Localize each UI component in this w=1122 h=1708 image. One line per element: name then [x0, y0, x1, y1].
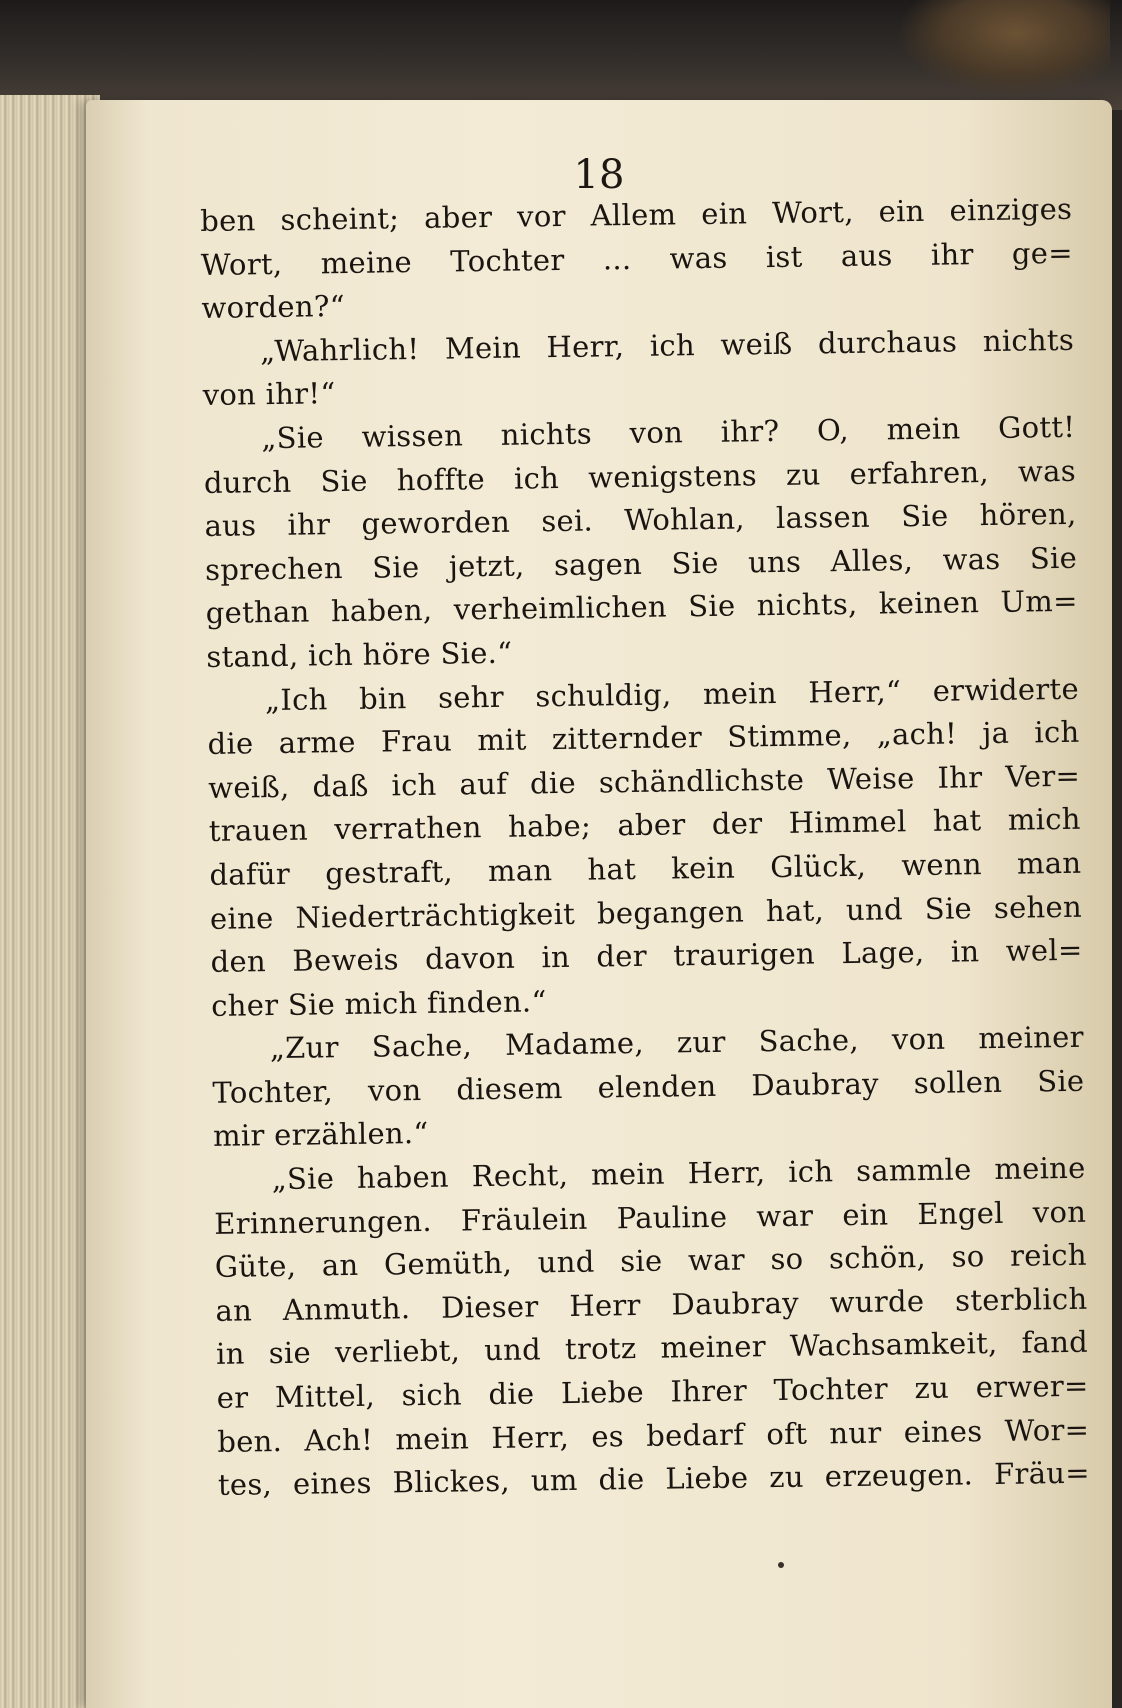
text-line: Tochter, von diesem elenden Daubray sollen Sie: [212, 1063, 1085, 1110]
text-line: Güte, an Gemüth, und sie war so schön, so reich: [214, 1237, 1088, 1285]
text-line: durch Sie hoffte ich wenigstens zu erfahren, was: [203, 453, 1077, 500]
text-line: „Sie wissen nichts von ihr? O, mein Gott!: [261, 409, 1076, 456]
text-line: „Sie haben Recht, mein Herr, ich sammle meine: [271, 1150, 1086, 1197]
text-line: „Wahrlich! Mein Herr, ich weiß durchaus nichts: [259, 322, 1075, 368]
text-line: weiß, daß ich auf die schändlichste Weise Ihr Ver=: [207, 758, 1081, 805]
page-text-block: [200, 188, 1090, 1508]
text-line: ben scheint; aber vor Allem ein Wort, ein einziges: [200, 191, 1073, 238]
text-line: in sie verliebt, und trotz meiner Wachsamkeit, fand: [215, 1325, 1089, 1372]
text-line: ben. Ach! mein Herr, es bedarf oft nur eines Wor=: [217, 1412, 1090, 1459]
text-line: Wort, meine Tochter ... was ist aus ihr ge=: [200, 235, 1074, 282]
text-line: tes, eines Blickes, um die Liebe zu erzeugen. Fräu=: [217, 1455, 1091, 1503]
text-line: dafür gestraft, man hat kein Glück, wenn man: [209, 845, 1082, 892]
text-line: Erinnerungen. Fräulein Pauline war ein Engel von: [214, 1194, 1087, 1241]
text-line: aus ihr geworden sei. Wohlan, lassen Sie hören,: [204, 496, 1077, 544]
text-line: an Anmuth. Dieser Herr Daubray wurde sterblich: [215, 1281, 1088, 1328]
text-line: stand, ich höre Sie.“: [206, 635, 513, 674]
text-line: den Beweis davon in der traurigen Lage, in wel=: [210, 932, 1083, 980]
ink-dot: [778, 1562, 784, 1568]
text-line: sprechen Sie jetzt, sagen Sie uns Alles, was Sie: [204, 540, 1078, 587]
text-line: eine Niederträchtigkeit begangen hat, und Sie sehen: [209, 889, 1083, 936]
text-line: cher Sie mich finden.“: [211, 983, 547, 1023]
text-line: er Mittel, sich die Liebe Ihrer Tochter zu erwer=: [216, 1368, 1089, 1415]
text-line: trauen verrathen habe; aber der Himmel hat mich: [208, 802, 1081, 849]
binding-string: [900, 0, 1110, 95]
page-stack-edges: [0, 95, 100, 1708]
text-line: „Ich bin sehr schuldig, mein Herr,“ erwiderte: [264, 671, 1080, 717]
text-line: „Zur Sache, Madame, zur Sache, von meiner: [269, 1020, 1085, 1066]
text-line: worden?“: [201, 289, 346, 326]
text-line: mir erzählen.“: [212, 1116, 429, 1154]
text-line: von ihr!“: [202, 376, 336, 413]
page-number: 18: [573, 152, 625, 198]
text-line: die arme Frau mit zitternder Stimme, „ach! ja ich: [207, 714, 1080, 762]
text-line: gethan haben, verheimlichen Sie nichts, keinen Um=: [205, 584, 1078, 631]
